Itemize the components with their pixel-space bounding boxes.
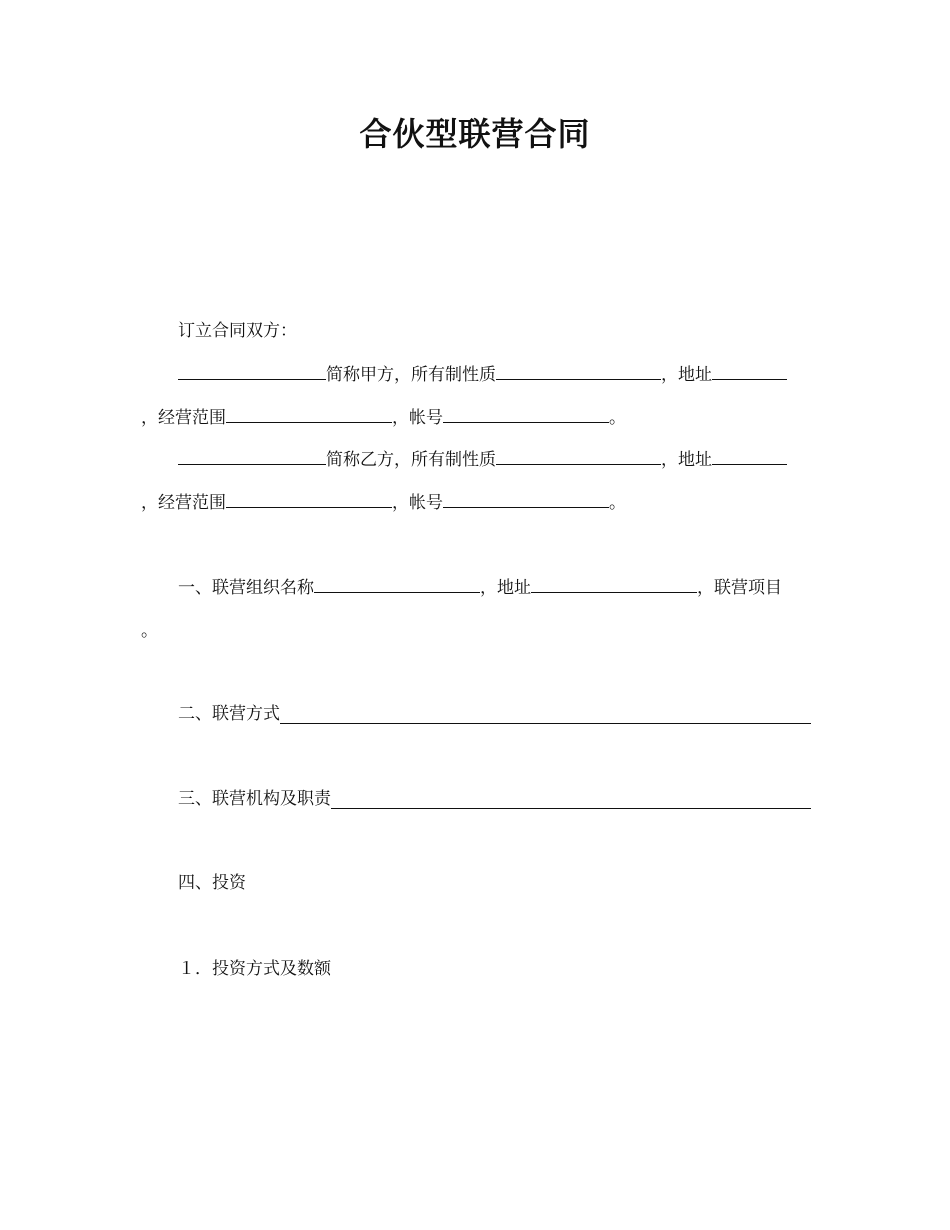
- section-1-end-line: [141, 618, 811, 644]
- party-b-ownership-blank[interactable]: [496, 445, 661, 465]
- party-b-name-blank[interactable]: [178, 445, 326, 465]
- section-2-label: 二、联营方式: [178, 704, 280, 724]
- party-b-address-label: ，地址: [661, 450, 712, 470]
- party-b-short-name: 简称乙方，所有制性质: [326, 450, 496, 470]
- party-b-account-label: ，帐号: [392, 493, 443, 513]
- section-2-line: [141, 701, 811, 727]
- section-1-label: 一、联营组织名称: [178, 578, 314, 598]
- party-a-scope-blank[interactable]: [226, 403, 392, 423]
- section-1-line: [141, 573, 811, 599]
- party-b-address-blank[interactable]: [712, 445, 787, 465]
- section-1-project-label: ，联营项目: [697, 578, 782, 598]
- document-title: 合伙型联营合同: [359, 115, 591, 153]
- item-1-heading: １．投资方式及数额: [178, 959, 331, 979]
- section-3-label: 三、联营机构及职责: [178, 789, 331, 809]
- org-address-blank[interactable]: [531, 573, 697, 593]
- party-a-address-blank[interactable]: [712, 360, 787, 380]
- party-a-line-2: [141, 403, 811, 429]
- party-a-line-1: [141, 360, 811, 386]
- section-1-end: 。: [141, 621, 158, 641]
- party-a-account-blank[interactable]: [443, 403, 609, 423]
- joint-method-blank[interactable]: [280, 704, 811, 724]
- party-a-name-blank[interactable]: [178, 360, 326, 380]
- party-a-short-name: 简称甲方，所有制性质: [326, 365, 496, 385]
- section-1-address-label: ，地址: [480, 578, 531, 598]
- party-a-ownership-blank[interactable]: [496, 360, 661, 380]
- party-b-line-2: [141, 488, 811, 514]
- organization-duties-blank[interactable]: [331, 789, 811, 809]
- party-b-scope-blank[interactable]: [226, 488, 392, 508]
- party-a-end: 。: [609, 408, 626, 428]
- section-4-heading: 四、投资: [178, 873, 246, 893]
- party-a-account-label: ，帐号: [392, 408, 443, 428]
- party-a-scope-label: ，经营范围: [141, 408, 226, 428]
- parties-heading: 订立合同双方：: [178, 321, 297, 341]
- party-b-end: 。: [609, 493, 626, 513]
- party-b-scope-label: ，经营范围: [141, 493, 226, 513]
- section-3-line: [141, 786, 811, 812]
- org-name-blank[interactable]: [314, 573, 480, 593]
- party-b-line-1: [141, 445, 811, 471]
- party-b-account-blank[interactable]: [443, 488, 609, 508]
- party-a-address-label: ，地址: [661, 365, 712, 385]
